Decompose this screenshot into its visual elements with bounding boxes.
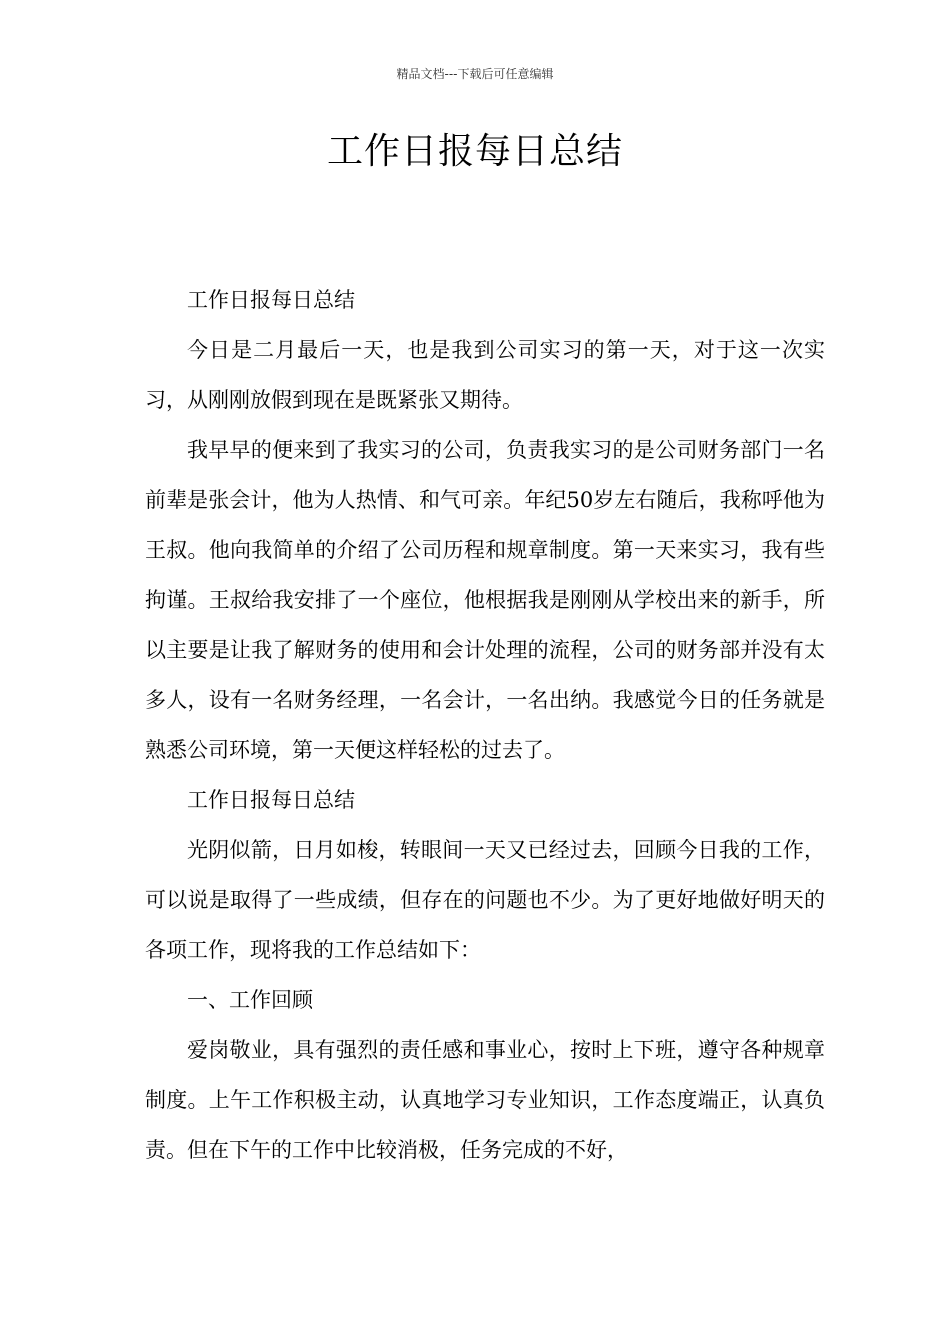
document-title: 工作日报每日总结 — [326, 131, 623, 172]
paragraph-work-review: 爱岗敬业，具有强烈的责任感和事业心，按时上下班，遵守各种规章制度。上午工作积极主动，认真地学习专业知识，工作态度端正，认真负责。但在下午的工作中比较消极，任务完成的不好， — [145, 1038, 825, 1162]
paragraph-subtitle-1: 工作日报每日总结 — [187, 288, 355, 312]
paragraph-summary-intro: 光阴似箭，日月如梭，转眼间一天又已经过去，回顾今日我的工作，可以说是取得了一些成绩，但存在的问题也不少。为了更好地做好明天的各项工作，现将我的工作总结如下： — [145, 838, 825, 962]
paragraph-first-day: 我早早的便来到了我实习的公司，负责我实习的是公司财务部门一名前辈是张会计，他为人热情、和气可亲。年纪50岁左右随后，我称呼他为王叔。他向我简单的介绍了公司历程和规章制度。第一天来实习，我有些拘谨。王叔给我安排了一个座位，他根据我是刚刚从学校出来的新手，所以主要是让我了解财务的使用和会计处理的流程，公司的财务部并没有太多人，设有一名财务经理，一名会计，一名出纳。我感觉今日的任务就是熟悉公司环境，第一天便这样轻松的过去了。 — [145, 438, 825, 762]
paragraph-intro: 今日是二月最后一天，也是我到公司实习的第一天，对于这一次实习，从刚刚放假到现在是既紧张又期待。 — [145, 338, 825, 412]
section-heading-work-review: 一、工作回顾 — [187, 988, 313, 1012]
header-note: 精品文档---下载后可任意编辑 — [396, 67, 554, 81]
paragraph-subtitle-2: 工作日报每日总结 — [187, 788, 355, 812]
document-body — [145, 275, 825, 1175]
